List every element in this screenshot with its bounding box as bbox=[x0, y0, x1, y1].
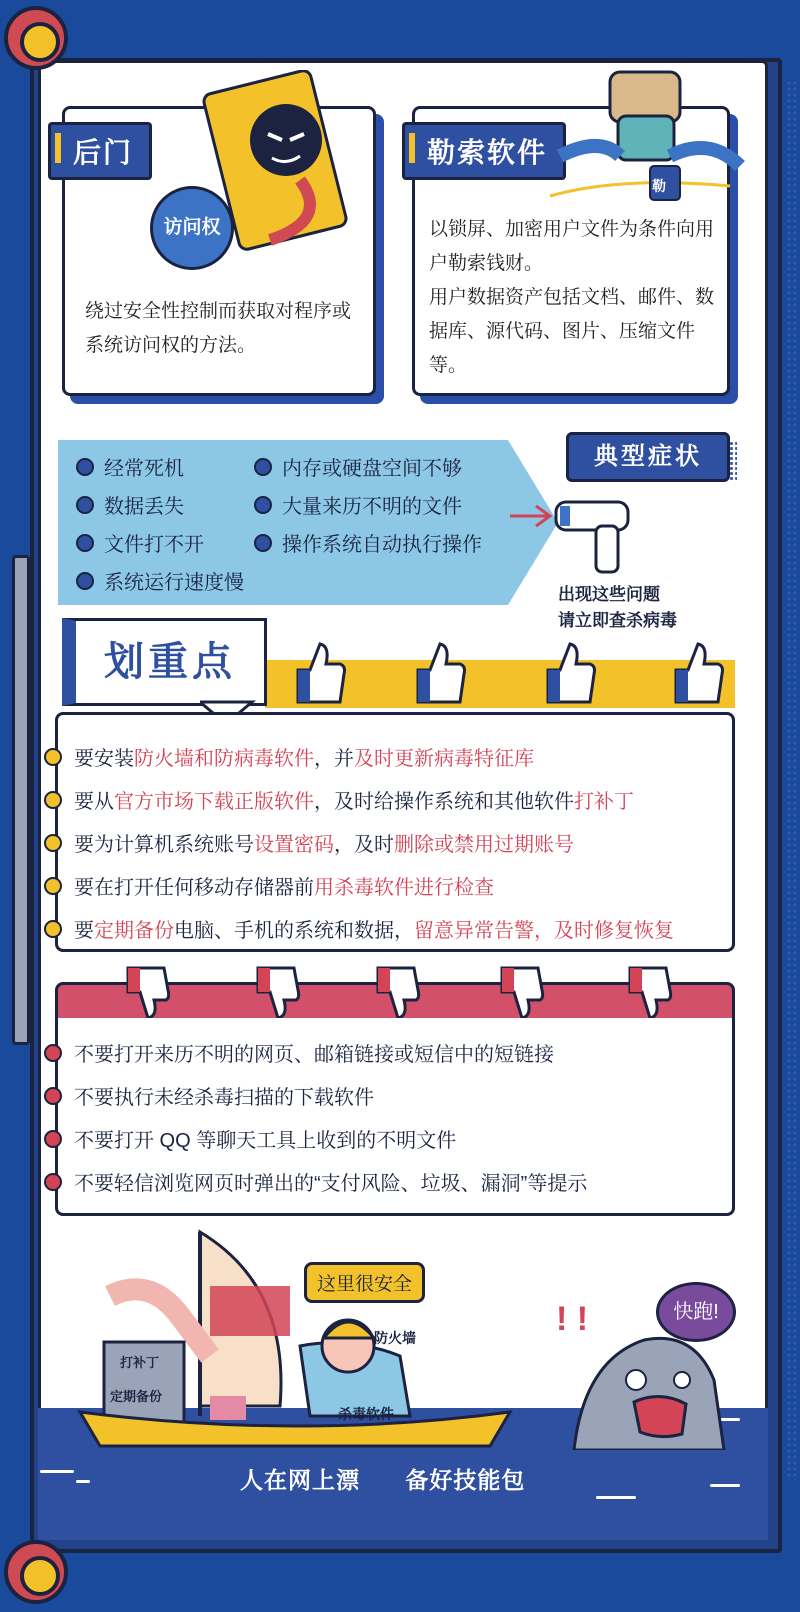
dont-item: 不要打开 QQ 等聊天工具上收到的不明文件 bbox=[44, 1124, 456, 1153]
symptom-item: 系统运行速度慢 bbox=[76, 566, 244, 595]
bullet-icon bbox=[76, 534, 94, 552]
bullet-icon bbox=[76, 572, 94, 590]
bullet-icon bbox=[44, 877, 62, 895]
bullet-icon bbox=[76, 458, 94, 476]
backdoor-description: 绕过安全性控制而获取对程序或系统访问权的方法。 bbox=[85, 301, 352, 356]
slogan bbox=[240, 1462, 525, 1495]
bullet-icon bbox=[44, 791, 62, 809]
dont-item: 不要轻信浏览网页时弹出的“支付风险、垃圾、漏洞”等提示 bbox=[44, 1167, 587, 1196]
ransomware-description-1: 以锁屏、加密用户文件为条件向用户勒索钱财。 bbox=[429, 219, 715, 274]
thumbs-down-icon bbox=[252, 964, 302, 1024]
rivet-bottom-icon bbox=[4, 1540, 68, 1604]
ransomware-mascot-icon bbox=[540, 66, 750, 206]
bullet-icon bbox=[44, 1044, 62, 1062]
bullet-icon bbox=[44, 834, 62, 852]
bullet-icon bbox=[44, 1087, 62, 1105]
bullet-icon bbox=[76, 496, 94, 514]
slogan-part-1: 人在网上漂 bbox=[240, 1467, 360, 1493]
warning-line-1: 出现这些问题 bbox=[558, 585, 660, 604]
thumbs-down-icon bbox=[122, 964, 172, 1024]
do-item: 要在打开任何移动存储器前 用杀毒软件进行检查 bbox=[44, 871, 494, 900]
symptom-item: 经常死机 bbox=[76, 452, 184, 481]
ransomware-description-2: 用户数据资产包括文档、邮件、数据库、源代码、图片、压缩文件等。 bbox=[429, 287, 715, 376]
wave-line bbox=[76, 1480, 90, 1483]
backup-label: 定期备份 bbox=[110, 1389, 163, 1404]
backdoor-title: 后门 bbox=[48, 122, 152, 180]
symptom-item: 数据丢失 bbox=[76, 490, 184, 519]
key-points-title: 划重点 bbox=[62, 618, 267, 706]
thumbs-up-icon bbox=[290, 640, 348, 708]
wave-line bbox=[596, 1496, 636, 1499]
ransom-tag-label: 勒 bbox=[652, 178, 666, 194]
exclaim-marks: ! ! bbox=[556, 1300, 589, 1338]
thumbs-down-icon bbox=[496, 964, 546, 1024]
symptom-item: 操作系统自动执行操作 bbox=[254, 528, 482, 557]
do-item: 要为计算机系统账号 设置密码 ，及时 删除或禁用过期账号 bbox=[44, 828, 574, 857]
thumbs-up-icon bbox=[410, 640, 468, 708]
symptom-item: 内存或硬盘空间不够 bbox=[254, 452, 462, 481]
dont-item: 不要打开来历不明的网页、邮箱链接或短信中的短链接 bbox=[44, 1038, 554, 1067]
do-item: 要从 官方市场下载正版软件 ，及时给操作系统和其他软件 打补丁 bbox=[44, 785, 634, 814]
side-tab bbox=[12, 555, 30, 1045]
thumbs-up-icon bbox=[540, 640, 598, 708]
thermometer-gun-icon bbox=[506, 496, 636, 576]
shark-speech-bubble: 快跑! bbox=[656, 1282, 736, 1342]
bullet-icon bbox=[254, 458, 272, 476]
dot-pattern bbox=[786, 80, 796, 1480]
bullet-icon bbox=[44, 1173, 62, 1191]
sailboat-scene-icon bbox=[70, 1226, 540, 1456]
thumbs-down-icon bbox=[372, 964, 422, 1024]
bullet-icon bbox=[44, 920, 62, 938]
thumbs-down-icon bbox=[624, 964, 674, 1024]
shark-icon bbox=[564, 1330, 734, 1450]
firewall-label: 防火墙 bbox=[374, 1330, 416, 1346]
safe-speech-bubble: 这里很安全 bbox=[304, 1262, 425, 1303]
rivet-top-icon bbox=[4, 6, 68, 70]
bullet-icon bbox=[44, 748, 62, 766]
bullet-icon bbox=[44, 1130, 62, 1148]
do-item: 要 定期备份 电脑、手机的系统和数据， 留意异常告警，及时修复恢复 bbox=[44, 914, 674, 943]
antivirus-label: 杀毒软件 bbox=[338, 1406, 394, 1422]
thumbs-up-icon bbox=[668, 640, 726, 708]
symptoms-title: 典型症状 bbox=[566, 432, 730, 482]
patch-label: 打补丁 bbox=[120, 1355, 160, 1370]
symptom-item: 大量来历不明的文件 bbox=[254, 490, 462, 519]
wave-line bbox=[710, 1484, 740, 1487]
warning-line-2: 请立即查杀病毒 bbox=[558, 611, 677, 630]
wave-line bbox=[40, 1470, 74, 1473]
do-item: 要安装 防火墙和防病毒软件 ，并 及时更新病毒特征库 bbox=[44, 742, 534, 771]
symptom-item: 文件打不开 bbox=[76, 528, 204, 557]
dont-item: 不要执行未经杀毒扫描的下载软件 bbox=[44, 1081, 374, 1110]
bullet-icon bbox=[254, 496, 272, 514]
slogan-part-2: 备好技能包 bbox=[405, 1467, 526, 1493]
bullet-icon bbox=[254, 534, 272, 552]
access-badge: 访问权 bbox=[150, 186, 234, 270]
ransomware-title: 勒索软件 bbox=[402, 122, 566, 180]
